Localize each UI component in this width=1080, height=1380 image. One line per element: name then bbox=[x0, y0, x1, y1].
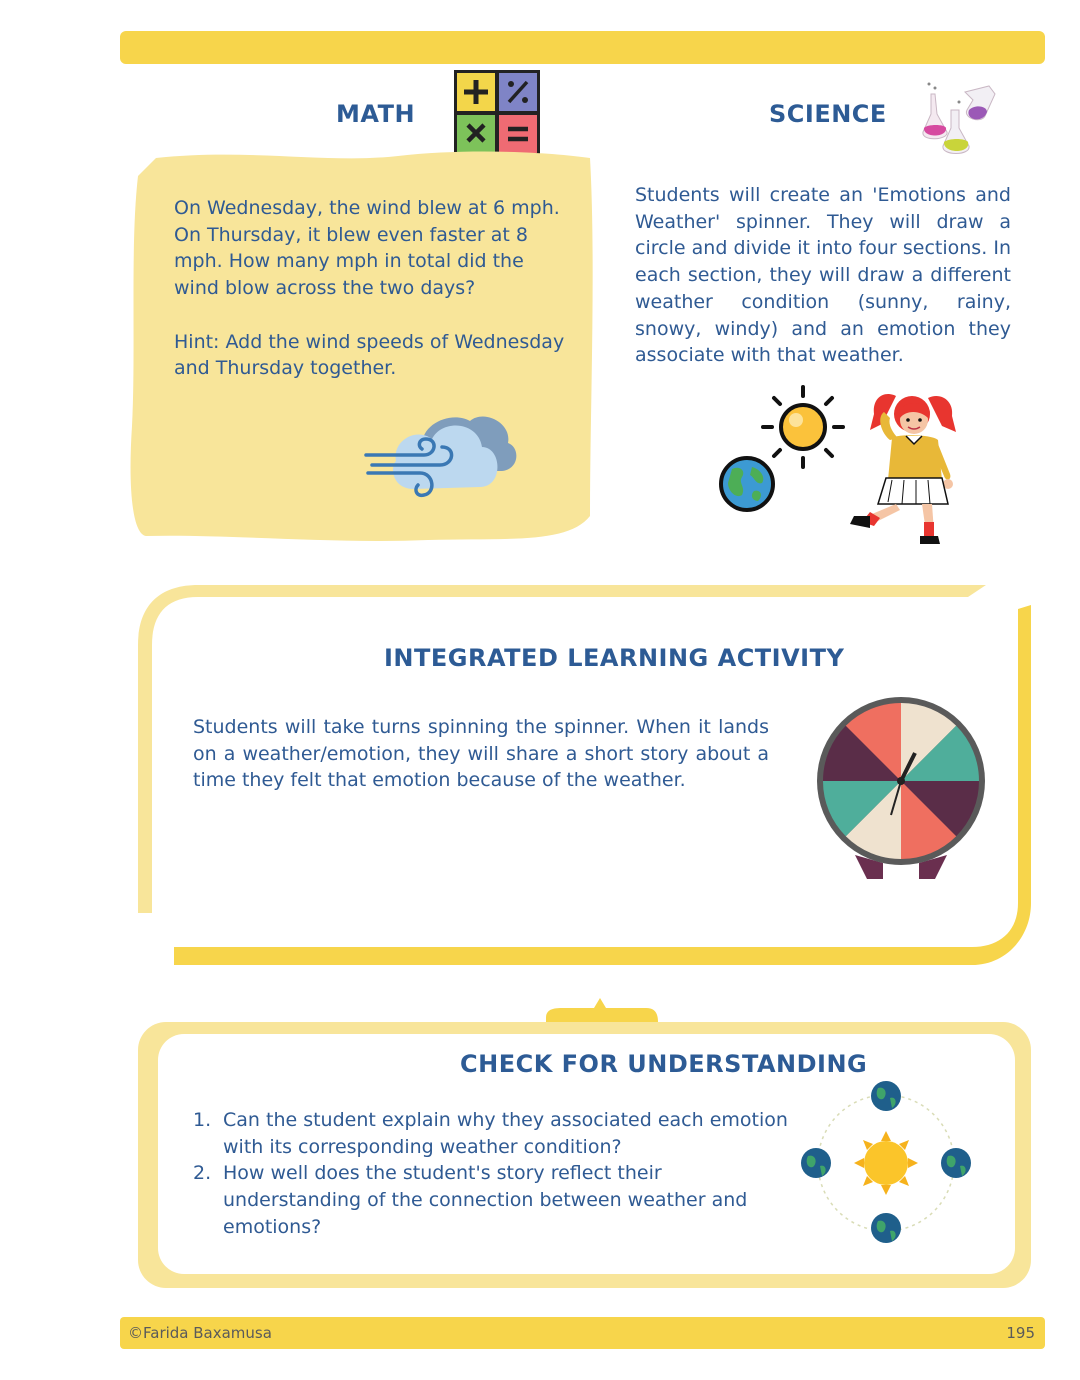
list-item-text: How well does the student's story reflect their understanding of the connection between weather and emotions? bbox=[223, 1162, 748, 1238]
science-heading: SCIENCE bbox=[769, 100, 887, 128]
integrated-activity-heading: INTEGRATED LEARNING ACTIVITY bbox=[384, 644, 845, 672]
math-text-block bbox=[174, 195, 574, 409]
math-heading: MATH bbox=[336, 100, 416, 128]
math-problem: On Wednesday, the wind blew at 6 mph. On Thursday, it blew even faster at 8 mph. How many mph in total did the wind blow across the two days? bbox=[174, 197, 560, 300]
flasks-icon bbox=[915, 80, 999, 158]
math-hint: Hint: Add the wind speeds of Wednesday and Thursday together. bbox=[174, 330, 565, 380]
spinner-wheel-icon bbox=[813, 695, 989, 879]
list-item bbox=[193, 1160, 793, 1240]
list-item bbox=[193, 1107, 793, 1160]
science-text: Students will create an 'Emotions and Weather' spinner. They will draw a circle and divide it into four sections. In each section, they will draw a different weather condition (sunny, rainy, snowy, windy) and an emotion they associate with that weather. bbox=[635, 184, 1011, 367]
check-understanding-heading: CHECK FOR UNDERSTANDING bbox=[460, 1050, 868, 1078]
wind-cloud-icon bbox=[362, 405, 518, 501]
top-banner bbox=[120, 31, 1045, 64]
footer-bar bbox=[120, 1317, 1045, 1349]
list-item-text: Can the student explain why they associated each emotion with its corresponding weather condition? bbox=[223, 1109, 788, 1158]
girl-illustration bbox=[842, 390, 962, 548]
integrated-activity-text: Students will take turns spinning the spinner. When it lands on a weather/emotion, they will share a short story about a time they felt that emotion because of the weather. bbox=[193, 716, 769, 792]
footer-copyright: ©Farida Baxamusa bbox=[128, 1324, 272, 1342]
earth-icon bbox=[718, 455, 776, 513]
earth-top bbox=[871, 1081, 901, 1111]
check-understanding-list bbox=[193, 1107, 793, 1241]
list-item-number: 1. bbox=[193, 1109, 212, 1131]
solar-orbit-icon bbox=[798, 1078, 974, 1248]
page-number: 195 bbox=[1006, 1324, 1035, 1342]
list-item-number: 2. bbox=[193, 1162, 212, 1185]
math-operators-icon bbox=[453, 69, 541, 157]
